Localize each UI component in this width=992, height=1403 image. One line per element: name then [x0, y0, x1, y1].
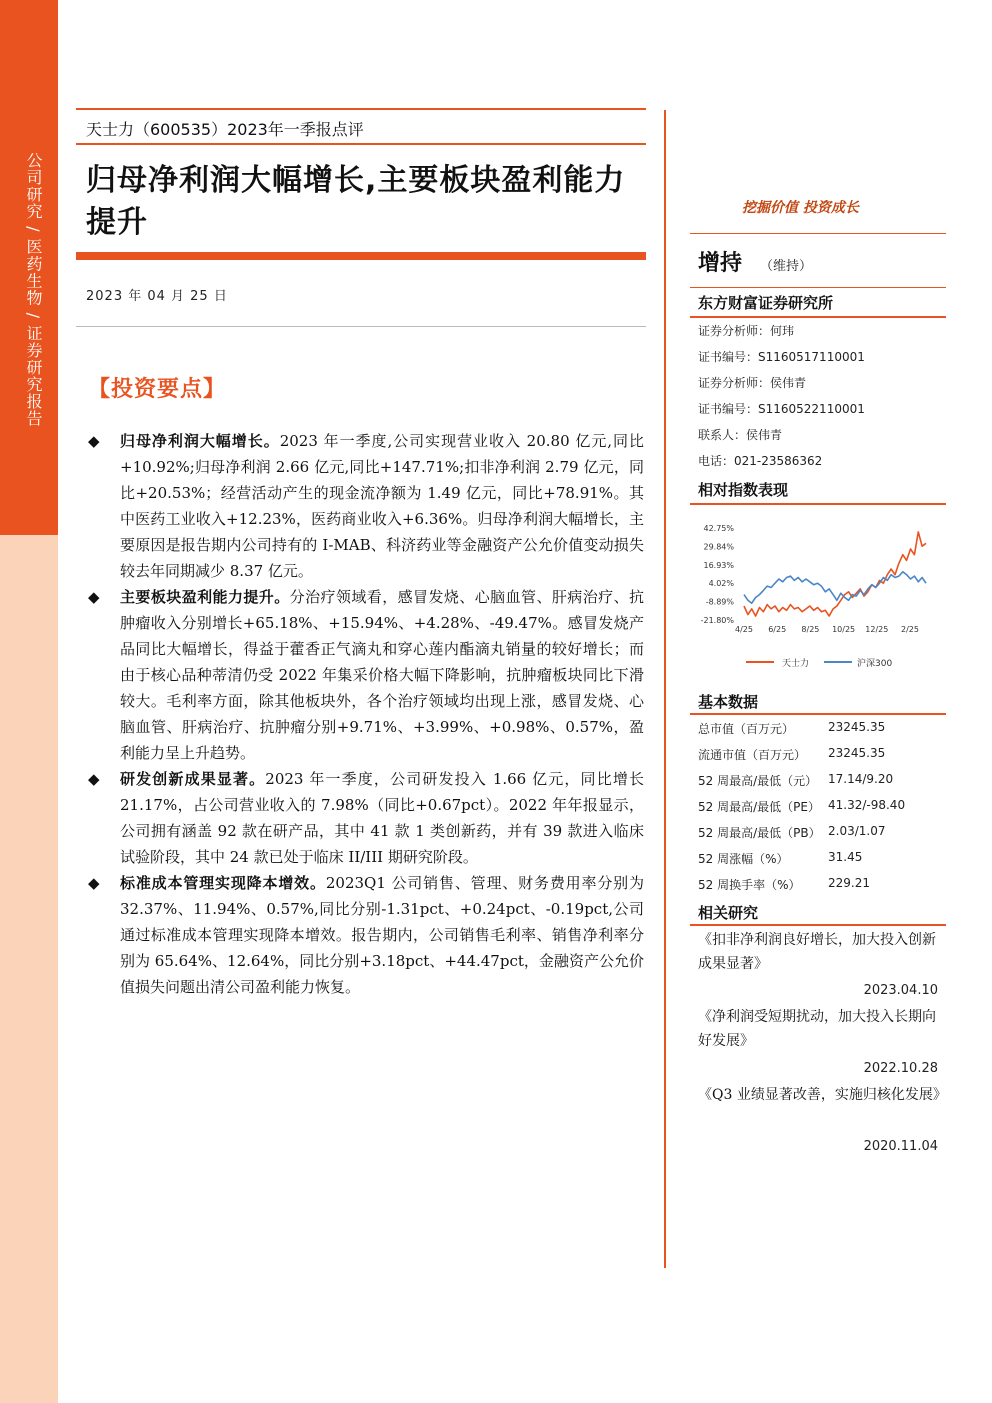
- related-report-date: 2020.11.04: [863, 1139, 938, 1154]
- report-type: 天士力（600535）2023年一季报点评: [86, 120, 364, 139]
- chart-heading: 相对指数表现: [698, 481, 789, 499]
- bullet-body: 2023Q1 公司销售、管理、财务费用率分别为 32.37%、11.94%、0.57%,同比分别-1.31pct、+0.24pct、-0.19pct,公司通过标准成本管理实现降本增效。报告期内，公司销售毛利率、销售净利率分别为 65.64%、12.64%，同比分别+3.18pct、+44.47pct，金融资产公允价值损失问题出清公司盈利能力恢复。: [120, 874, 644, 996]
- analyst-line: 电话：021-23586362: [698, 454, 823, 468]
- chart-heading-rule: [690, 503, 946, 505]
- basic-data-value: 23245.35: [828, 746, 886, 760]
- basic-data-label: 52 周换手率（%）: [698, 878, 801, 892]
- related-research-heading: 相关研究: [698, 904, 759, 922]
- x-tick-label: 4/25: [735, 625, 753, 634]
- x-tick-label: 2/25: [901, 625, 919, 634]
- related-report-date: 2023.04.10: [863, 983, 938, 998]
- bullet-lead: 研发创新成果显著。: [120, 770, 266, 788]
- basic-data-value: 41.32/-98.40: [828, 798, 906, 812]
- bullet-item: [88, 870, 644, 1000]
- x-tick-label: 8/25: [801, 625, 820, 634]
- relative-performance-chart: [694, 514, 944, 674]
- basic-data-value: 2.03/1.07: [828, 824, 886, 838]
- series-line-tianshili: [744, 532, 926, 616]
- related-report-date: 2022.10.28: [863, 1061, 938, 1076]
- rating-note: （维持）: [760, 259, 813, 274]
- bullet-body: 2023 年一季度，公司研发投入 1.66 亿元，同比增长 21.17%，占公司营业收入的 7.98%（同比+0.67pct）。2022 年年报显示，公司拥有涵盖 92 款在研产品，其中 41 款 1 类创新药，并有 39 款进入临床试验阶段，其中 24 款已处于临床 II/III 期研究阶段。: [120, 770, 644, 866]
- basic-data-value: 229.21: [828, 876, 870, 890]
- related-report-title[interactable]: 《Q3 业绩显著改善，实施归核化发展》: [698, 1087, 947, 1103]
- analyst-line: 证书编号：S1160517110001: [698, 350, 865, 364]
- analyst-line: 证券分析师：何玮: [698, 324, 795, 338]
- bullet-lead: 标准成本管理实现降本增效。: [120, 874, 326, 892]
- title-rule: [76, 143, 646, 145]
- basic-data-rule: [690, 713, 946, 715]
- diamond-icon: ◆: [88, 770, 100, 788]
- series-line-hs300: [744, 572, 926, 603]
- basic-data-heading: 基本数据: [698, 693, 759, 711]
- analyst-line: 证书编号：S1160522110001: [698, 402, 865, 416]
- institute-rule: [690, 316, 946, 318]
- legend-label-tianshili: 天士力: [782, 659, 810, 669]
- related-research-rule: [690, 924, 946, 926]
- basic-data-label: 52 周最高/最低（PB）: [698, 826, 821, 840]
- rating-rule: [690, 287, 946, 288]
- bullet-item: [88, 766, 644, 870]
- institute-name: 东方财富证券研究所: [698, 294, 834, 312]
- related-report-title[interactable]: 《净利润受短期扰动，加大投入长期向好发展》: [698, 1009, 936, 1049]
- date-rule: [76, 326, 646, 327]
- x-tick-label: 10/25: [832, 625, 856, 634]
- bullet-lead: 归母净利润大幅增长。: [120, 432, 280, 450]
- diamond-icon: ◆: [88, 588, 100, 606]
- bullet-body: 分治疗领域看，感冒发烧、心脑血管、肝病治疗、抗肿瘤收入分别增长+65.18%、+15.94%、+4.28%、-49.47%。感冒发烧产品同比大幅增长，得益于藿香正气滴丸和穿心莲内酯滴丸销量的较好增长；而由于核心品种蒂清仍受 2022 年集采价格大幅下降影响，抗肿瘤板块同比下滑较大。毛利率方面，除其他板块外，各个治疗领域均出现上涨，感冒发烧、心脑血管、肝病治疗、抗肿瘤分别+9.71%、+3.99%、+0.98%、0.57%，盈利能力呈上升趋势。: [120, 588, 644, 762]
- bullet-item: [88, 584, 644, 766]
- x-tick-label: 12/25: [865, 625, 889, 634]
- basic-data-value: 23245.35: [828, 720, 886, 734]
- report-date: 2023 年 04 月 25 日: [86, 289, 228, 304]
- diamond-icon: ◆: [88, 874, 100, 892]
- related-report-title[interactable]: 《扣非净利润良好增长，加大投入创新成果显著》: [698, 932, 936, 972]
- basic-data-value: 17.14/9.20: [828, 772, 894, 786]
- column-divider: [664, 110, 666, 1268]
- basic-data-value: 31.45: [828, 850, 863, 864]
- basic-data-label: 总市值（百万元）: [698, 722, 795, 736]
- bullet-lead: 主要板块盈利能力提升。: [120, 588, 290, 606]
- headline-rule: [76, 252, 646, 260]
- rating: 增持: [698, 251, 743, 276]
- slogan: 挖掘价值 投资成长: [742, 200, 859, 216]
- y-tick-label: 42.75%: [703, 524, 734, 533]
- basic-data-label: 流通市值（百万元）: [698, 748, 807, 762]
- legend-label-hs300: 沪深300: [857, 659, 893, 669]
- slogan-rule: [690, 233, 946, 234]
- y-tick-label: 29.84%: [703, 542, 734, 552]
- basic-data-label: 52 周最高/最低（PE）: [698, 800, 820, 814]
- analyst-line: 联系人：侯伟青: [698, 428, 783, 442]
- category-label: 公司研究 / 医药生物 / 证券研究报告: [24, 152, 43, 428]
- y-tick-label: 4.02%: [708, 579, 734, 589]
- basic-data-label: 52 周最高/最低（元）: [698, 774, 818, 788]
- diamond-icon: ◆: [88, 432, 100, 450]
- y-tick-label: 16.93%: [703, 560, 734, 570]
- analyst-line: 证券分析师：侯伟青: [698, 376, 807, 390]
- basic-data-label: 52 周涨幅（%）: [698, 852, 789, 866]
- y-tick-label: -8.89%: [705, 597, 734, 607]
- y-tick-label: -21.80%: [700, 616, 734, 625]
- investment-points: [88, 428, 644, 1000]
- headline: 归母净利润大幅增长,主要板块盈利能力提升: [86, 163, 626, 240]
- x-tick-label: 6/25: [768, 625, 787, 634]
- top-rule: [76, 108, 646, 110]
- bullet-item: [88, 428, 644, 584]
- section-title: 【投资要点】: [88, 376, 227, 402]
- bullet-body: 2023 年一季度,公司实现营业收入 20.80 亿元,同比+10.92%;归母净利润 2.66 亿元,同比+147.71%;扣非净利润 2.79 亿元，同比+20.53%；经营活动产生的现金流净额为 1.49 亿元，同比+78.91%。其中医药工业收入+12.23%，医药商业收入+6.36%。归母净利润大幅增长，主要原因是报告期内公司持有的 I-MAB、科济药业等金融资产公允价值变动损失较去年同期减少 8.37 亿元。: [120, 432, 644, 580]
